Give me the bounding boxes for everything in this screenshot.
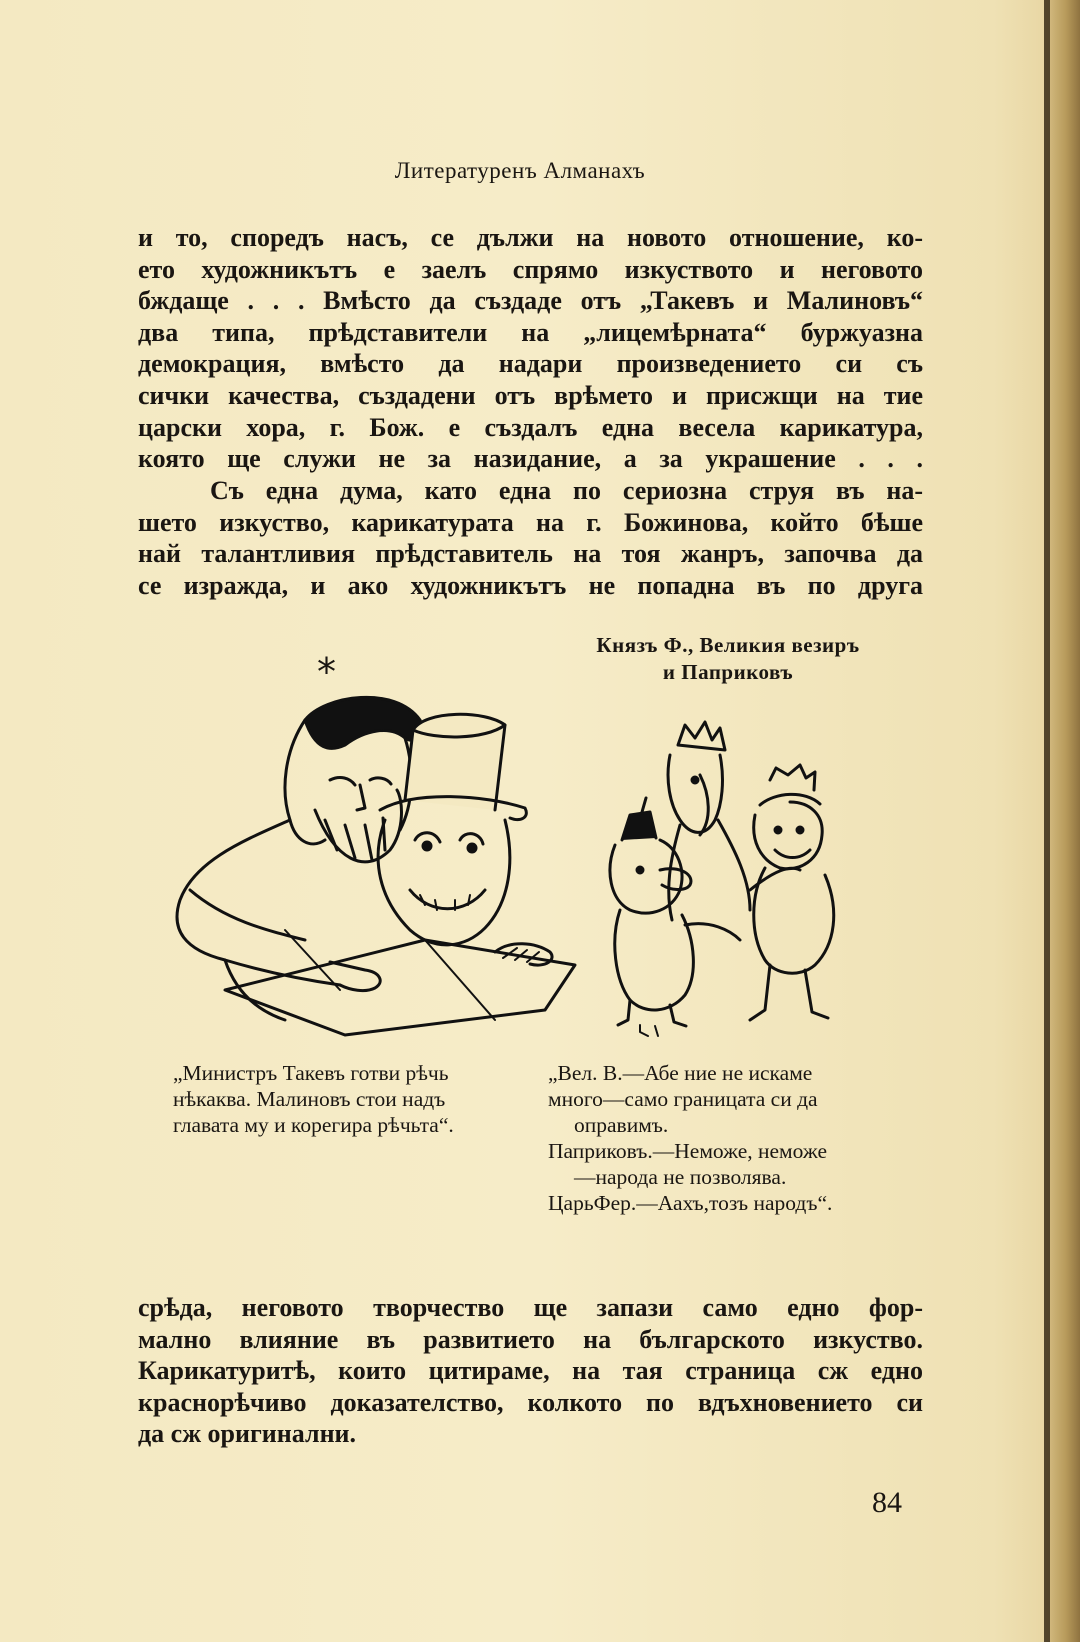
text-line: краснорѣчиво доказателство, колкото по вдъхновението си: [138, 1387, 923, 1417]
caption-line: Паприковъ.—Неможе, неможе: [548, 1139, 827, 1163]
text-line: най талантливия прѣдставитель на тоя жанръ, започва да: [138, 539, 923, 569]
right-cartoon-caption: [548, 1060, 832, 1216]
caption-line: ЦарьФер.—Аахъ,тозъ народъ“.: [548, 1191, 833, 1215]
text-line: ето художникътъ е заелъ спрямо изкуството и неговото: [138, 254, 923, 284]
text-line: мално влияние въ развитието на българското изкуство.: [138, 1324, 923, 1354]
text-line: шето изкуство, карикатурата на г. Божинова, който бѣше: [138, 507, 923, 537]
text-line: демокрация, вмѣсто да надари произведението си съ: [138, 349, 923, 379]
text-line: се изражда, и ако художникътъ не попадна въ по друга: [138, 570, 923, 600]
page-number: 84: [872, 1486, 902, 1519]
text-line: бждаще . . . Вмѣсто да създаде отъ „Такевъ и Малиновъ“: [138, 286, 923, 316]
left-cartoon-caption: [173, 1060, 454, 1138]
text-line: и то, споредъ насъ, се дължи на новото отношение, ко-: [138, 223, 923, 252]
text-line: която ще служи не за назидание, а за украшение . . .: [138, 444, 923, 474]
bottom-paragraph: [138, 1292, 923, 1450]
title-line: и Паприковъ: [662, 660, 794, 684]
text-line: срѣда, неговото творчество ще запази само едно фор-: [138, 1293, 923, 1322]
text-line: царски хора, г. Бож. е създалъ една весела карикатура,: [138, 412, 923, 442]
caption-line: много—само границата си да: [548, 1087, 818, 1111]
left-cartoon-drawing: [165, 690, 595, 1050]
caption-line: „Вел. В.—Абе ние не искаме: [548, 1061, 813, 1085]
page-edge-shadow: [1044, 0, 1050, 1642]
caption-line: „Министръ Такевъ готви рѣчь: [173, 1061, 449, 1085]
text-line: Съ една дума, като една по сериозна струя въ на-: [210, 476, 923, 505]
title-line: Князъ Ф., Великия везиръ: [596, 633, 860, 657]
text-line: сички качества, създадени отъ врѣмето и присжщи на тие: [138, 380, 923, 410]
text-line: да сж оригинални.: [138, 1419, 357, 1449]
caption-line: главата му и корегира рѣчьта“.: [173, 1113, 454, 1137]
right-cartoon-drawing: [600, 720, 900, 1050]
running-head: Литературенъ Алманахъ: [394, 158, 646, 183]
top-paragraph: [138, 222, 923, 475]
caption-line: оправимъ.: [574, 1113, 669, 1137]
caption-line: нѣкаква. Малиновъ стои надъ: [173, 1087, 446, 1111]
right-cartoon-title: [548, 632, 908, 686]
text-line: Карикатуритѣ, които цитираме, на тая страница сж едно: [138, 1356, 923, 1386]
second-paragraph: [138, 475, 923, 601]
text-line: два типа, прѣдставители на „лицемѣрната“ буржуазна: [138, 317, 923, 347]
asterisk-marker: *: [317, 650, 336, 694]
caption-line: —народа не позволява.: [574, 1165, 787, 1189]
